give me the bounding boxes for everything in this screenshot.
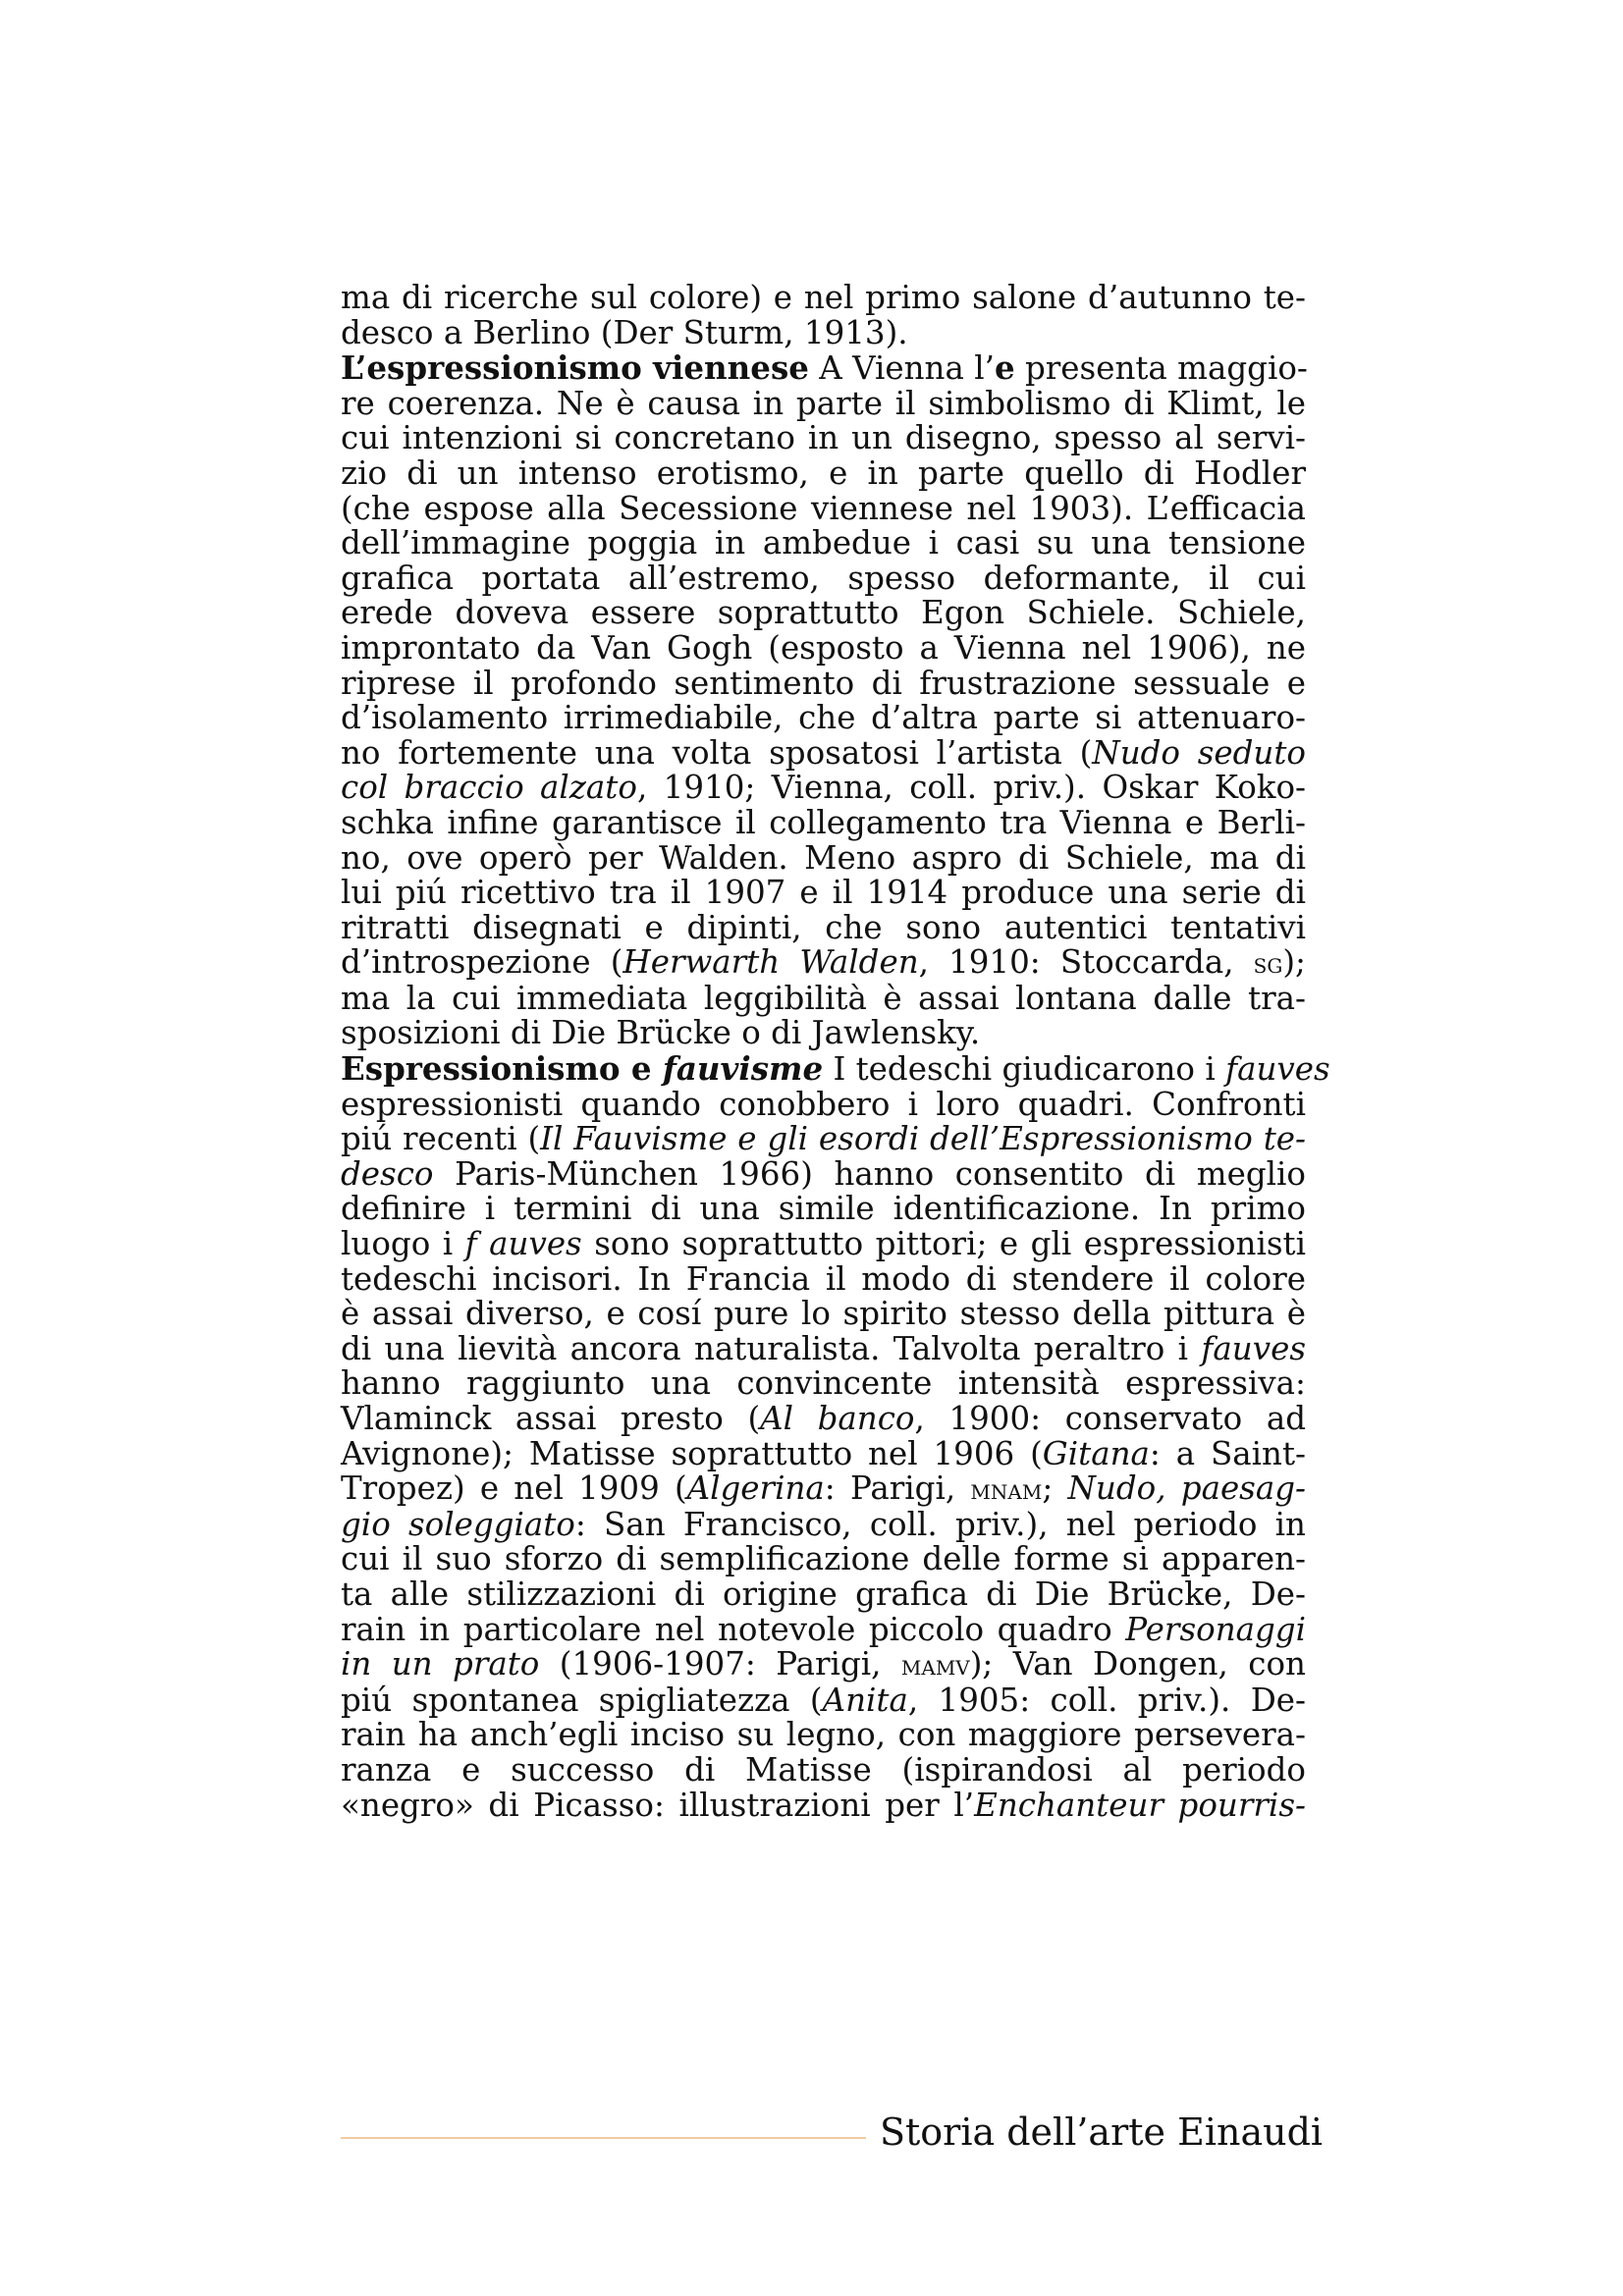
text-run: (1906-1907: Parigi,	[539, 1645, 901, 1683]
text-line	[341, 1434, 1306, 1472]
text-line	[341, 1750, 1306, 1789]
text-run: (che espose alla Secessione viennese nel 1903). L’efficacia	[341, 489, 1306, 527]
text-run: tedeschi incisori. In Francia il modo di stendere il colore	[341, 1259, 1306, 1298]
text-run: hanno raggiunto una convincente intensità espressiva:	[341, 1364, 1306, 1403]
footer-rule	[341, 2137, 866, 2139]
text-line	[341, 384, 1306, 422]
text-run: erede doveva essere soprattutto Egon Schiele. Schiele,	[341, 594, 1306, 632]
italic-title: fauves	[1225, 1050, 1330, 1089]
text-line	[341, 1259, 1306, 1298]
text-run: ranza e successo di Matisse (ispirandosi al periodo	[341, 1750, 1306, 1789]
text-run: ;	[1042, 1469, 1068, 1508]
text-line	[341, 1154, 1306, 1193]
text-run: desco a Berlino (Der Sturm, 1913).	[341, 313, 908, 351]
italic-title: Nudo, paesag-	[1067, 1469, 1307, 1508]
text-run: , 1905: coll. priv.). De-	[907, 1681, 1306, 1719]
text-run: piú recenti (	[341, 1120, 541, 1158]
text-line	[341, 1718, 1306, 1753]
text-line	[341, 1122, 1306, 1157]
text-line	[341, 1085, 1306, 1123]
section-heading: e	[994, 348, 1015, 388]
text-run: Paris-München 1966) hanno consentito di meglio	[433, 1154, 1306, 1193]
text-run: rain ha anch’egli inciso su legno, con maggiore persevera-	[341, 1716, 1306, 1754]
text-line	[341, 1366, 1306, 1402]
text-line	[341, 561, 1306, 597]
text-line	[341, 701, 1306, 736]
text-line	[341, 281, 1306, 316]
text-line	[341, 803, 1306, 841]
text-run: «negro» di Picasso: illustrazioni per l’	[341, 1786, 975, 1824]
text-line	[341, 456, 1306, 492]
text-line	[341, 838, 1306, 877]
text-line	[341, 1049, 1330, 1089]
text-run: ta alle stilizzazioni di origine grafica di Die Brücke, De-	[341, 1575, 1306, 1613]
text-run: : a Saint-	[1149, 1434, 1306, 1472]
text-line	[341, 771, 1306, 806]
italic-title: gio soleggiato	[341, 1505, 575, 1543]
text-run: zio di un intenso erotismo, e in parte quello di Hodler	[341, 454, 1306, 492]
text-run: ); Van Dongen, con	[969, 1645, 1306, 1683]
italic-title: in un prato	[341, 1645, 540, 1683]
text-run: schka infine garantisce il collegamento tra Vienna e Berli-	[341, 803, 1306, 841]
text-run: cui intenzioni si concretano in un disegno, spesso al servi-	[341, 419, 1306, 457]
text-line	[341, 1192, 1306, 1227]
text-line	[341, 664, 1306, 702]
text-line	[341, 1297, 1306, 1332]
text-run: luogo i	[341, 1225, 465, 1263]
text-run: definire i termini di una simile identificazione. In primo	[341, 1190, 1306, 1228]
italic-title: Il Fauvisme e gli esordi dell’Espressionismo te-	[540, 1120, 1306, 1158]
body-text	[341, 279, 1330, 1824]
section-heading: fauvisme	[662, 1049, 824, 1089]
text-run: lui piú ricettivo tra il 1907 e il 1914 produce una serie di	[341, 874, 1306, 912]
text-run: , 1900: conservato ad	[914, 1400, 1307, 1437]
italic-title: Algerina	[686, 1469, 825, 1508]
text-line	[341, 979, 1306, 1017]
italic-title: fauves	[1201, 1329, 1306, 1367]
text-line	[341, 1016, 1306, 1051]
text-line	[341, 1577, 1306, 1613]
text-line	[341, 1402, 1306, 1437]
text-run: );	[1282, 943, 1306, 982]
text-line	[341, 1471, 1306, 1508]
text-line	[341, 1329, 1306, 1367]
italic-title: desco	[341, 1154, 434, 1193]
text-run: : Parigi,	[824, 1469, 971, 1508]
italic-title: Personaggi	[1125, 1610, 1306, 1648]
italic-title: Gitana	[1042, 1434, 1150, 1472]
text-run: d’introspezione (	[341, 943, 623, 982]
italic-title: Enchanteur pourris-	[974, 1786, 1306, 1824]
text-run: ma di ricerche sul colore) e nel primo salone d’autunno te-	[341, 279, 1306, 316]
italic-title: Nudo seduto	[1092, 733, 1306, 772]
section-heading: Espressionismo e	[341, 1049, 663, 1089]
text-run: d’isolamento irrimediabile, che d’altra parte si attenuaro-	[341, 699, 1306, 737]
text-line	[341, 945, 1306, 982]
text-run: ritratti disegnati e dipinti, che sono autentici tentativi	[341, 908, 1306, 946]
italic-title: Herwarth Walden	[622, 943, 919, 982]
text-run: , 1910: Stoccarda,	[918, 943, 1254, 982]
text-line	[341, 1683, 1306, 1719]
text-line	[341, 628, 1306, 667]
text-line	[341, 489, 1306, 527]
text-line	[341, 876, 1306, 911]
text-run: , 1910; Vienna, coll. priv.). Oskar Koko-	[636, 769, 1306, 807]
footer-title: Storia dell’arte Einaudi	[880, 2110, 1324, 2154]
text-line	[341, 526, 1306, 561]
section-heading: L’espressionismo viennese	[341, 348, 809, 388]
italic-title: Al banco	[760, 1400, 915, 1437]
text-run: è assai diverso, e cosí pure lo spirito stesso della pittura è	[341, 1295, 1306, 1333]
text-run: cui il suo sforzo di semplificazione delle forme si apparen-	[341, 1540, 1306, 1578]
text-line	[341, 421, 1306, 456]
text-line	[341, 1505, 1306, 1543]
text-run: Tropez) e nel 1909 (	[341, 1469, 687, 1508]
text-run: espressionisti quando conobbero i loro quadri. Confronti	[341, 1085, 1306, 1123]
italic-title: Anita	[822, 1681, 908, 1719]
text-run: grafica portata all’estremo, spesso deformante, il cui	[341, 559, 1306, 597]
abbreviation: sg	[1253, 946, 1283, 981]
text-run: piú spontanea spigliatezza (	[341, 1681, 823, 1719]
text-line	[341, 313, 1306, 351]
text-run: I tedeschi giudicarono i	[823, 1050, 1226, 1089]
text-line	[341, 908, 1306, 946]
text-line	[341, 733, 1306, 772]
text-line	[341, 596, 1306, 631]
text-run: rain in particolare nel notevole piccolo quadro	[341, 1610, 1126, 1648]
text-run: sono soprattutto pittori; e gli espressionisti	[581, 1225, 1306, 1263]
text-line	[341, 1542, 1306, 1577]
abbreviation: mamv	[900, 1648, 970, 1682]
text-run: dell’immagine poggia in ambedue i casi su una tensione	[341, 524, 1306, 562]
text-run: ma la cui immediata leggibilità è assai lontana dalle tra-	[341, 979, 1306, 1017]
text-line	[341, 1227, 1306, 1262]
text-line	[341, 350, 1306, 387]
text-run: Avignone); Matisse soprattutto nel 1906 (	[341, 1434, 1043, 1472]
text-run: riprese il profondo sentimento di frustrazione sessuale e	[341, 664, 1306, 702]
text-run: no, ove operò per Walden. Meno aspro di Schiele, ma di	[341, 838, 1306, 877]
abbreviation: mnam	[970, 1472, 1043, 1507]
text-run: A Vienna l’	[808, 349, 995, 388]
text-run: sposizioni di Die Brücke o di Jawlensky.	[341, 1014, 981, 1052]
text-run: di una lievità ancora naturalista. Talvolta peraltro i	[341, 1329, 1202, 1367]
italic-title: f auves	[464, 1225, 582, 1263]
text-run: improntato da Van Gogh (esposto a Vienna nel 1906), ne	[341, 628, 1306, 667]
text-run: : San Francisco, coll. priv.), nel periodo in	[574, 1505, 1306, 1543]
text-run: presenta maggio-	[1014, 349, 1308, 388]
text-line	[341, 1647, 1306, 1683]
italic-title: col braccio alzato	[341, 769, 637, 807]
text-line	[341, 1786, 1306, 1824]
text-run: no fortemente una volta sposatosi l’artista (	[341, 733, 1093, 772]
text-run: re coerenza. Ne è causa in parte il simbolismo di Klimt, le	[341, 384, 1306, 422]
text-line	[341, 1610, 1306, 1648]
text-run: Vlaminck assai presto (	[341, 1400, 761, 1437]
